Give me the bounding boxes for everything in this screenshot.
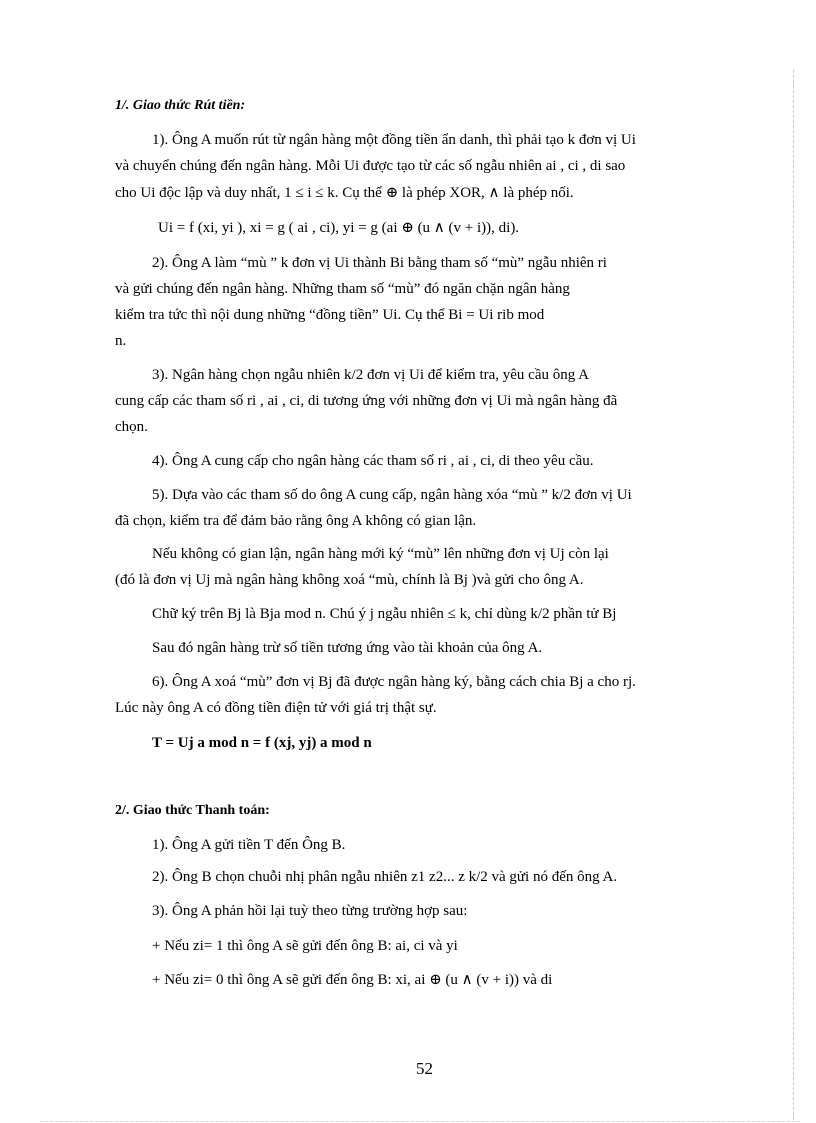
page-number: 52	[416, 1059, 433, 1078]
paragraph-line: 5). Dựa vào các tham số do ông A cung cấp, ngân hàng xóa “mù ” k/2 đơn vị Ui	[152, 487, 632, 503]
page-border-bottom	[40, 1121, 800, 1122]
paragraph-line: cung cấp các tham số ri , ai , ci, di tương ứng với những đơn vị Ui mà ngân hàng đã	[115, 393, 618, 409]
section-heading-withdraw: 1/. Giao thức Rút tiền:	[115, 98, 246, 113]
paragraph-line: đã chọn, kiểm tra để đảm bảo rằng ông A không có gian lận.	[115, 513, 477, 529]
page-border-right	[793, 70, 794, 1120]
paragraph-line: 1). Ông A muốn rút từ ngân hàng một đồng tiền ẩn danh, thì phải tạo k đơn vị Ui	[152, 132, 636, 148]
paragraph-line: 1). Ông A gửi tiền T đến Ông B.	[152, 837, 346, 853]
paragraph-line: Chữ ký trên Bj là Bja mod n. Chú ý j ngẫu nhiên ≤ k, chỉ dùng k/2 phần tử Bj	[152, 606, 617, 622]
paragraph-line: 2). Ông B chọn chuỗi nhị phân ngẫu nhiên z1 z2... z k/2 và gửi nó đến ông A.	[152, 869, 618, 885]
paragraph-line: n.	[115, 333, 127, 349]
paragraph-line: + Nếu zi= 1 thì ông A sẽ gửi đến ông B: ai, ci và yi	[152, 938, 458, 954]
paragraph-line: 3). Ngân hàng chọn ngẫu nhiên k/2 đơn vị Ui để kiểm tra, yêu cầu ông A	[152, 367, 589, 383]
paragraph-line: + Nếu zi= 0 thì ông A sẽ gửi đến ông B: xi, ai ⊕ (u ∧ (v + i)) và di	[152, 972, 553, 988]
paragraph-line: cho Ui độc lập và duy nhất, 1 ≤ i ≤ k. Cụ thể ⊕ là phép XOR, ∧ là phép nối.	[115, 185, 574, 201]
paragraph-line: Sau đó ngân hàng trừ số tiền tương ứng vào tài khoản của ông A.	[152, 640, 543, 656]
paragraph-line: và gửi chúng đến ngân hàng. Những tham số “mù” đó ngăn chặn ngân hàng	[115, 281, 570, 297]
paragraph-line: Nếu không có gian lận, ngân hàng mới ký “mù” lên những đơn vị Uj còn lại	[152, 546, 609, 562]
section-heading-payment: 2/. Giao thức Thanh toán:	[115, 803, 270, 818]
paragraph-line: Lúc này ông A có đồng tiền điện tử với giá trị thật sự.	[115, 700, 437, 716]
paragraph-line: (đó là đơn vị Uj mà ngân hàng không xoá “mù, chính là Bj )và gửi cho ông A.	[115, 572, 584, 588]
paragraph-line: 6). Ông A xoá “mù” đơn vị Bj đã được ngân hàng ký, bằng cách chia Bj a cho rj.	[152, 674, 636, 690]
formula-line: Ui = f (xi, yi ), xi = g ( ai , ci), yi = g (ai ⊕ (u ∧ (v + i)), di).	[158, 220, 520, 236]
paragraph-line: 4). Ông A cung cấp cho ngân hàng các tham số ri , ai , ci, di theo yêu cầu.	[152, 453, 594, 469]
paragraph-line: chọn.	[115, 419, 148, 435]
paragraph-line: 2). Ông A làm “mù ” k đơn vị Ui thành Bi bằng tham số “mù” ngẫu nhiên ri	[152, 255, 607, 271]
formula-line: T = Uj a mod n = f (xj, yj) a mod n	[152, 735, 372, 751]
paragraph-line: 3). Ông A phản hồi lại tuỳ theo từng trường hợp sau:	[152, 903, 468, 919]
paragraph-line: và chuyển chúng đến ngân hàng. Mỗi Ui được tạo từ các số ngẫu nhiên ai , ci , di sao	[115, 158, 626, 174]
paragraph-line: kiểm tra tức thì nội dung những “đồng tiền” Ui. Cụ thể Bi = Ui rib mod	[115, 307, 545, 323]
